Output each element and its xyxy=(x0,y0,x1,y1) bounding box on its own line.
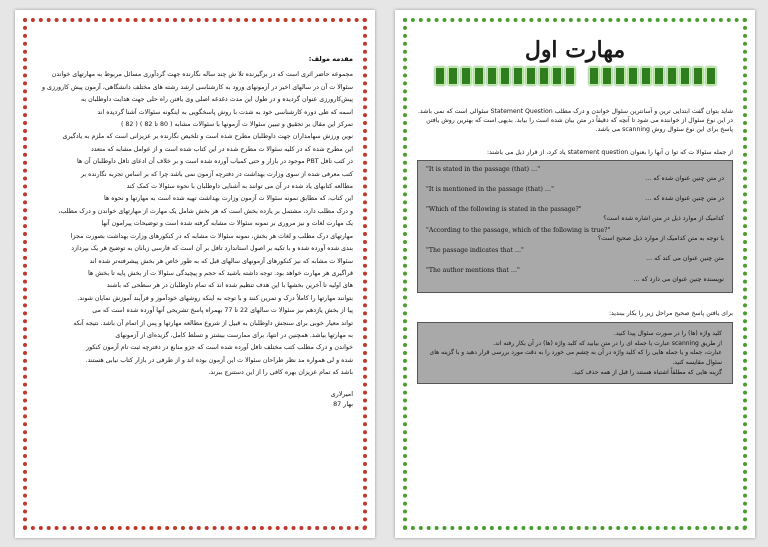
steps-box xyxy=(417,322,733,384)
preface-line: پیا از بخش یازدهم نیز سئوالا ت سالهای 22 تا 77 بهمراه پاسخ تشریحی آنها آورده شده است که می xyxy=(92,307,353,315)
preface-line: تمرکز این مقال بر تحقیق و تبیین سئوالا ت آزمونها با سئوالات مشابه ( 80 تا 82 ) ( 82 ) xyxy=(120,121,353,129)
banner-glyph xyxy=(667,67,677,85)
left-page xyxy=(15,10,375,538)
preface-line: بندی شده آورده شده و با تکیه بر اصول استاندارد تافل بر آن است که فارسی زبانان به توضیح هر یک بپردازد xyxy=(71,245,353,253)
question-types-box xyxy=(417,160,733,293)
preface-line: یک مهارت لغات و نیز مروری بر نمونه سئوالا ت مشابه گرفته شده است و توضیحات پیرامون آنها xyxy=(101,220,353,228)
preface-line: و درک مطلب دارد، مشتمل بر یازده بخش است که هر بخش شامل یک مهارت از مهارتهای خواندن و درک مطلب، xyxy=(58,207,353,215)
preface-line: سئوالا ت آن در سالهای اخیر در آزمونهای ورود به کارشناسی ارشد رشته های مختلف دانشگاهی، آزمون پیش کارورزی و xyxy=(42,83,353,91)
banner-glyph xyxy=(615,67,625,85)
page-title: مهارت اول xyxy=(524,37,626,63)
preface-line: قراگیری هر مهارت خواهد بود. توجه داشته باشید که حجم و پیچیدگی سئوالا ت از بخش پایه تا بخش ها xyxy=(87,269,353,277)
banner-glyph xyxy=(513,67,523,85)
banner-glyph xyxy=(552,67,562,85)
question-english: "According to the passage, which of the following is true?" xyxy=(426,226,611,234)
question-english: "It is stated in the passage (that) …" xyxy=(426,166,541,173)
preface-line: این مطرح شده که در کلیه سئوالا ت مطرح شده در این کتاب شده است و از عوامل مشابه که متعدد xyxy=(90,145,353,153)
question-persian: کدامیک از موارد ذیل در متن اشاره شده است؟ xyxy=(603,214,724,222)
preface-line: های اولیه تا آخرین بخشها با این هدف تنظیم شده اند که تمام داوطلبان در هر سطحی که باشند xyxy=(106,282,353,290)
preface-line: شده و لی همواره مد نظر طراحان سئوالا ت این آزمون بوده اند و از طرفی در بازار کتاب نیابی هستند. xyxy=(85,356,353,364)
step-item: از طریق scanning عبارت یا جمله ای را در متن بیابید که کلید واژه (ها) در آن بکار رفته اند. xyxy=(493,339,722,347)
banner-glyph xyxy=(474,67,484,85)
preface-line: به مهارتها بیاشد. همچنین در انتها، برای ممارست بیشتر و تسلط کامل، گزیده‌ای از آزمونهای xyxy=(115,331,353,339)
steps-intro: برای یافتن پاسخ صحیح مراحل زیر را بکار ببندید: xyxy=(608,310,733,318)
preface-line: مجموعه حاضر اثری است که در برگیرنده تلا ش چند ساله نگارنده جهت گردآوری مسائل مربوط به مهارتهای خواندن xyxy=(51,71,353,79)
banner-glyph xyxy=(654,67,664,85)
banner-glyph xyxy=(526,67,536,85)
signature-name: امیرلاری xyxy=(330,389,353,398)
preface-line: تواند معیار خوبی برای سنجش داوطلبان به قبیل از شروع مطالعه مهارتها و پس از اتمام آن باشد. نتیجه آنکه xyxy=(73,319,353,327)
banner-glyph xyxy=(628,67,638,85)
step-item: عبارت، جمله و یا جمله هایی را که کلید واژه در آن به چشم می خورد را به دقت مورد بررسی قرار دهید و با گزینه های سئوال مقایسه کنید. xyxy=(429,349,722,366)
left-page-content xyxy=(37,36,353,516)
question-persian: نویسنده چنین عنوان می دارد که … xyxy=(633,275,724,283)
banner-glyph xyxy=(680,67,690,85)
banner-glyph xyxy=(602,67,612,85)
question-persian: متن چنین عنوان می کند که … xyxy=(646,255,724,263)
banner-glyph xyxy=(589,67,599,85)
banner-glyph xyxy=(539,67,549,85)
signature-date: بهار 87 xyxy=(333,399,353,408)
question-english: "Which of the following is stated in the passage?" xyxy=(426,206,582,214)
preface-line: نوین ورزش سهامداران جهت داوطلبان مطرح شده است و تلخیص نگارنده بر عزیزانی است که ملزم به یادگیری xyxy=(62,133,353,141)
banner-glyph xyxy=(565,67,575,85)
banner-gap xyxy=(578,67,586,85)
question-persian: با توجه به متن کدامیک از موارد ذیل صحیح است؟ xyxy=(597,235,724,243)
right-page xyxy=(395,10,755,538)
preface-line: این کتاب، که مطابق نمونه سئوالا ت آزمون وزارت بهداشت تهیه شده است به مهارتها و نحوه ها xyxy=(103,195,353,203)
preface-line: باشد که تمام عزیزان بهره کافی را از این دستنرج ببرند. xyxy=(208,369,353,377)
question-persian: در متن چنین عنوان شده که … xyxy=(645,194,724,202)
preface-line: خواندن و درک مطلب کتب مختلف تافل آورده شده است که جزو منابع در دفترچه ثبت نام آزمون کنکور xyxy=(86,344,353,352)
preface-line: در کتب تافل PBT موجود در بازار و حتی کمیاب آورده شده است و بر خلاف آن ادعای تافل داوطلبان آن ها xyxy=(77,158,353,166)
banner-glyph xyxy=(435,67,445,85)
preface-line: اسمه که طی دوره کارشناسی خود به شدت با روش پاسخگویی به اینگونه سئوالات آشنا گردیده اند xyxy=(97,108,353,116)
banner-glyph xyxy=(448,67,458,85)
signature xyxy=(37,389,353,409)
banner-glyph xyxy=(706,67,716,85)
right-page-content xyxy=(417,36,733,516)
banner-glyph xyxy=(461,67,471,85)
question-english: "It is mentioned in the passage (that) …" xyxy=(426,186,554,194)
decorative-title-banner xyxy=(417,67,733,85)
banner-glyph xyxy=(693,67,703,85)
preface-heading: مقدمه مولف: xyxy=(308,55,353,63)
question-english: "The author mentions that …" xyxy=(426,266,520,274)
preface-line: کتب معرفی شده از سوی وزارت بهداشت در دفترچه آزمون نمی باشد چرا که بر اساس تجربه نگارنده بر xyxy=(80,170,353,178)
preface-line: بتوانند مهارتها را کاملاً درک و تمرین کنند و با توجه به اینکه روشهای خودآموز و فرآیند آموزش نمایان شوند. xyxy=(77,294,353,302)
preface-line: مطالعه کتابهای یاد شده در آن می توانند به آشنایی داوطلبان با نحوه سئوالا ت کمک کند xyxy=(126,183,353,191)
question-types-intro: از جمله سئوالا ت که توا ن آنها را بعنوان statement question یاد کرد، از قرار ذیل می باشند: xyxy=(486,149,733,156)
question-persian: در متن چنین عنوان شده که … xyxy=(645,174,724,182)
question-english: "The passage indicates that …" xyxy=(426,246,524,254)
preface-line: سئوالا ت مشابه که نیز کنکورهای آزمونهای سالهای قبل که به طور خاص هر بخش پیشرفته‌تر شده اند xyxy=(89,257,353,265)
preface-body xyxy=(37,70,353,378)
step-item: کلید واژه (ها) را در صورت سئوال پیدا کنید. xyxy=(613,330,722,338)
intro-paragraph: شاید بتوان گفت ابتدایی ترین و آسانترین سئوال خواندن و درک مطلب Statement Question سئوالی است که نمی باشد. در این نوع سئوال از خواننده می شود تا آنچه که دقیقاً در متن بیان شده است را بیابد. بدیهی است که بهترین روش یافتن پاسخ برای این نوع سئوال روش scanning می باشد. xyxy=(417,108,733,133)
banner-glyph xyxy=(641,67,651,85)
banner-glyph xyxy=(500,67,510,85)
preface-line: مهارتهای درک مطلب و لغات هر بخش، نمونه سئوالا ت مشابه که در کنکورهای وزارت بهداشت بصورت مجزا xyxy=(70,232,353,240)
step-item: گزینه هایی که مطلقاً اشتباه هستند را قبل از همه حذف کنید. xyxy=(572,368,722,376)
preface-line: پیش‌کارورزی عنوان گردیده و در طول این مدت دغدغه اصلی وی یافتن راه حلی جهت هدایت داوطلبان به xyxy=(81,96,353,104)
banner-glyph xyxy=(487,67,497,85)
